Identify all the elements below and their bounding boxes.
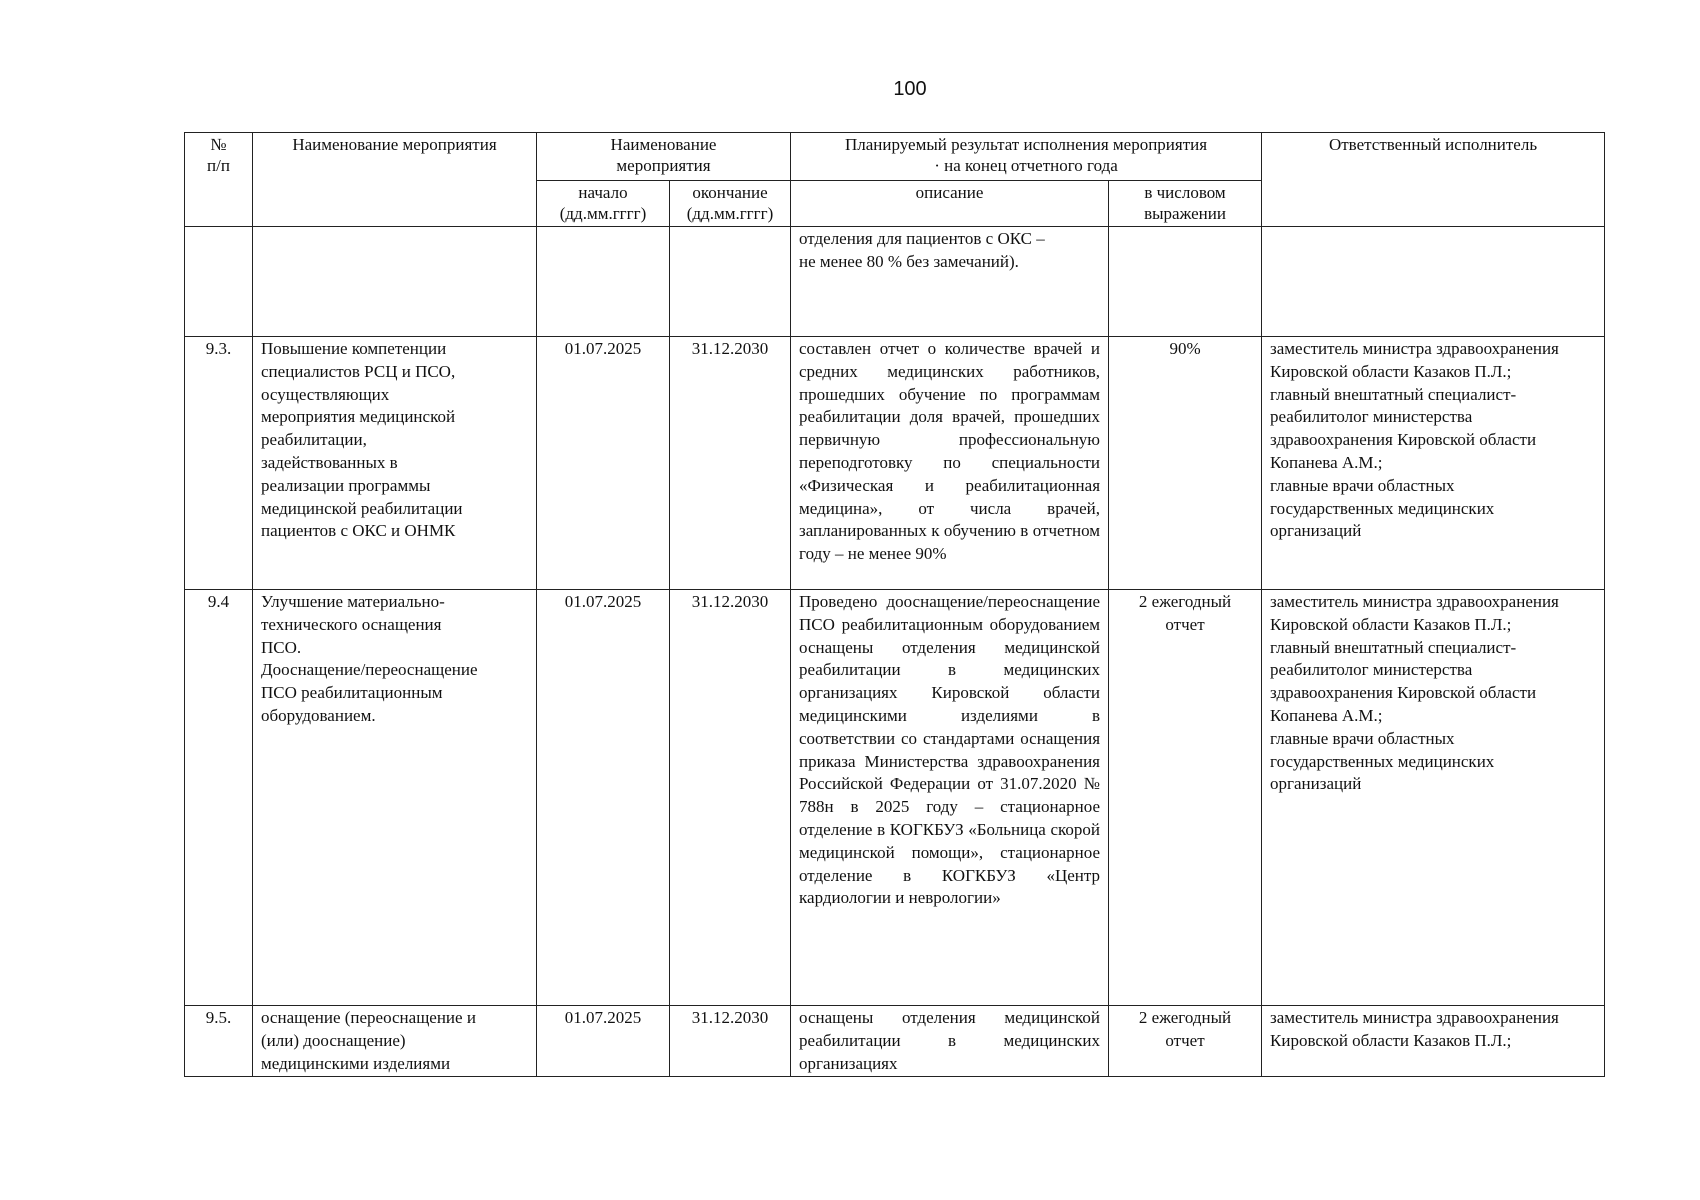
cell-line: выражении [1144,204,1226,223]
row-numeric [1109,1006,1262,1077]
row-description: Проведено дооснащение/переоснащение ПСО реабилитационным оборудованием оснащены отделения медицинской реабилитации в медицинских организациях Кировской области медицинскими изделиями в соответствии со стандартами оснащения приказа Министерства здравоохранения Российской Федерации от 31.07.2020 № 788н в 2025 году – стационарное отделение в КОГКБУЗ «Больница скорой медицинской помощи», стационарное отделение в КОГКБУЗ «Центр кардиологии и неврологии» [791,590,1109,1006]
cell-line: здравоохранения Кировской области [1270,683,1537,703]
table-row [185,590,1605,1006]
row-responsible [1262,227,1605,337]
cell-line: Повышение компетенции [261,339,447,358]
row-name [253,590,537,1006]
row-end: 31.12.2030 [670,1006,791,1077]
row-num [185,1006,253,1077]
table-row [185,337,1605,590]
row-responsible [1262,337,1605,590]
cell-line: технического оснащения [261,614,442,634]
cell-line: Кировской области Казаков П.Л.; [1270,361,1512,381]
header-name: Наименование мероприятия [253,133,537,227]
row-end [670,227,791,337]
row-numeric [1109,227,1262,337]
cell-line: организаций [1270,521,1362,541]
cell-line: государственных медицинских [1270,751,1495,771]
row-responsible [1262,590,1605,1006]
header-row-top [185,133,1605,181]
cell-line: · на конец отчетного года [934,156,1118,175]
row-start: 01.07.2025 [537,337,670,590]
row-description: оснащены отделения медицинской реабилитации в медицинских организациях [791,1006,1109,1077]
row-responsible [1262,1006,1605,1077]
cell-line: Кировской области Казаков П.Л.; [1270,614,1512,634]
table-row [185,227,1605,337]
cell-line: 90% [1169,339,1201,358]
cell-line: главные врачи областных [1270,728,1455,748]
cell-line: отделения для пациентов с ОКС – [799,229,1045,248]
header-numeric [1109,181,1262,227]
cell-line: п/п [207,156,230,175]
cell-line: Копанева А.М.; [1270,705,1383,725]
row-description: составлен отчет о количестве врачей и средних медицинских работников, прошедших обучение по программам реабилитации доля врачей, прошедших первичную профессиональную переподготовку по специальности «Физическая и реабилитационная медицина», от числа врачей, запланированных к обучению в отчетном году – не менее 90% [791,337,1109,590]
cell-line: реабилитации, [261,430,367,450]
cell-line: специалистов РСЦ и ПСО, [261,361,456,381]
cell-line: реабилитолог министерства [1270,407,1473,427]
cell-line: реабилитолог министерства [1270,660,1473,680]
cell-line: ПСО реабилитационным [261,683,443,703]
cell-line: заместитель министра здравоохранения [1270,1008,1559,1027]
cell-line: отчет [1165,614,1205,634]
cell-line: 9.5. [205,1008,232,1027]
cell-line: 2 ежегодный [1138,592,1232,611]
header-responsible: Ответственный исполнитель [1262,133,1605,227]
cell-line: здравоохранения Кировской области [1270,430,1537,450]
cell-line: осуществляющих [261,384,390,404]
row-end: 31.12.2030 [670,590,791,1006]
cell-line: главные врачи областных [1270,475,1455,495]
cell-line: 9.3. [205,339,232,358]
cell-line: Кировской области Казаков П.Л.; [1270,1030,1512,1050]
cell-line: пациентов с ОКС и ОНМК [261,521,456,541]
header-result [791,133,1262,181]
cell-line: заместитель министра здравоохранения [1270,339,1559,358]
row-numeric [1109,337,1262,590]
cell-line: 9.4 [207,592,230,611]
cell-line: (дд.мм.гггг) [559,204,647,223]
cell-line: Дооснащение/переоснащение [261,660,478,680]
cell-line: главный внештатный специалист- [1270,384,1517,404]
header-num [185,133,253,227]
row-start: 01.07.2025 [537,590,670,1006]
cell-line: Наименование [610,135,717,154]
cell-line: заместитель министра здравоохранения [1270,592,1559,611]
cell-line: медицинскими изделиями [261,1053,451,1073]
cell-line: окончание [692,183,768,202]
cell-line: организаций [1270,774,1362,794]
row-num [185,590,253,1006]
row-start: 01.07.2025 [537,1006,670,1077]
row-name [253,1006,537,1077]
header-timing [537,133,791,181]
action-plan-table [184,132,1605,1077]
cell-line: государственных медицинских [1270,498,1495,518]
header-description: описание [791,181,1109,227]
row-start [537,227,670,337]
row-num [185,337,253,590]
cell-line: Планируемый результат исполнения мероприятия [844,135,1208,154]
cell-line: начало [578,183,628,202]
cell-line: (или) дооснащение) [261,1030,406,1050]
page-number: 100 [893,78,927,100]
cell-line: 2 ежегодный [1138,1008,1232,1027]
cell-line: Копанева А.М.; [1270,452,1383,472]
cell-line: оснащение (переоснащение и [261,1008,476,1027]
cell-line: мероприятия медицинской [261,407,456,427]
cell-line: реализации программы [261,475,431,495]
cell-line: не менее 80 % без замечаний). [799,251,1019,271]
cell-line: отчет [1165,1030,1205,1050]
row-name [253,227,537,337]
cell-line: (дд.мм.гггг) [686,204,774,223]
table-row [185,1006,1605,1077]
cell-line: задействованных в [261,452,398,472]
cell-line: в числовом [1144,183,1226,202]
row-description [791,227,1109,337]
cell-line: медицинской реабилитации [261,498,463,518]
header-end [670,181,791,227]
cell-line: Улучшение материально- [261,592,445,611]
cell-line: мероприятия [616,156,711,175]
cell-line: оборудованием. [261,705,376,725]
row-num [185,227,253,337]
row-numeric [1109,590,1262,1006]
row-name [253,337,537,590]
row-end: 31.12.2030 [670,337,791,590]
cell-line: № [210,135,227,154]
cell-line: главный внештатный специалист- [1270,637,1517,657]
cell-line: ПСО. [261,637,302,657]
header-start [537,181,670,227]
